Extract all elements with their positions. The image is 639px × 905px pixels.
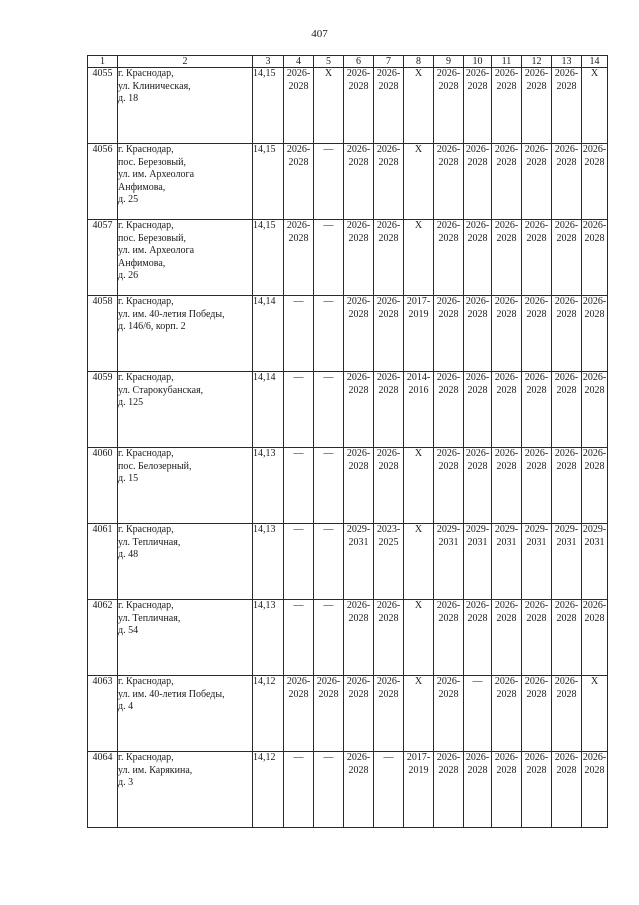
address-cell [118, 524, 253, 600]
row-number: 4062 [88, 600, 118, 676]
value-cell: X [404, 524, 434, 600]
value-cell: X [404, 448, 434, 524]
value-cell: 2026- 2028 [374, 448, 404, 524]
value-cell: 2026- 2028 [492, 68, 522, 144]
value-cell: 2026- 2028 [522, 144, 552, 220]
value-cell: 2026- 2028 [374, 296, 404, 372]
column-header: 6 [344, 56, 374, 68]
value-cell: 2026- 2028 [464, 296, 492, 372]
value-cell: 2017- 2019 [404, 752, 434, 828]
value-cell: 2026- 2028 [552, 296, 582, 372]
row-number: 4058 [88, 296, 118, 372]
value-cell: 2026- 2028 [492, 752, 522, 828]
address-line: г. Краснодар, [118, 220, 174, 231]
value-cell: 2026- 2028 [522, 372, 552, 448]
column-header: 12 [522, 56, 552, 68]
table-row [88, 68, 608, 144]
value-cell: 2026- 2028 [492, 448, 522, 524]
value-cell: 2029- 2031 [344, 524, 374, 600]
register-table [87, 55, 608, 828]
address-line: ул. Тепличная, [118, 536, 181, 548]
value-cell: 2026- 2028 [582, 752, 608, 828]
value-cell: — [314, 296, 344, 372]
table-row [88, 372, 608, 448]
value-cell: — [284, 600, 314, 676]
table-row [88, 752, 608, 828]
value-cell: 2026- 2028 [582, 144, 608, 220]
score-cell: 14,15 [253, 220, 284, 296]
address-line: д. 54 [118, 625, 139, 636]
value-cell: 2026- 2028 [582, 372, 608, 448]
column-header: 11 [492, 56, 522, 68]
value-cell: 2014- 2016 [404, 372, 434, 448]
value-cell: 2026- 2028 [522, 68, 552, 144]
address-line: пос. Березовый, [118, 156, 186, 168]
address-cell [118, 448, 253, 524]
row-number: 4055 [88, 68, 118, 144]
table-header [88, 56, 608, 68]
value-cell: 2029- 2031 [464, 524, 492, 600]
value-cell: 2026- 2028 [434, 676, 464, 752]
address-line: г. Краснодар, [118, 448, 174, 459]
value-cell: 2026- 2028 [464, 220, 492, 296]
table-row [88, 144, 608, 220]
value-cell: 2026- 2028 [374, 220, 404, 296]
address-line: ул. Клиническая, [118, 80, 191, 92]
value-cell: — [284, 524, 314, 600]
value-cell: X [582, 676, 608, 752]
address-line: г. Краснодар, [118, 752, 174, 763]
address-line: ул. им. 40-летия Победы, [118, 688, 225, 700]
address-cell [118, 372, 253, 448]
value-cell: 2026- 2028 [434, 296, 464, 372]
address-line: пос. Березовый, [118, 232, 186, 244]
address-line: д. 25 [118, 194, 139, 205]
score-cell: 14,13 [253, 448, 284, 524]
value-cell: 2026- 2028 [552, 676, 582, 752]
row-number: 4056 [88, 144, 118, 220]
value-cell: 2026- 2028 [374, 144, 404, 220]
value-cell: — [284, 752, 314, 828]
score-cell: 14,13 [253, 524, 284, 600]
column-header: 3 [253, 56, 284, 68]
value-cell: — [374, 752, 404, 828]
address-line: д. 15 [118, 473, 139, 484]
address-line: д. 4 [118, 701, 134, 712]
value-cell: 2026- 2028 [492, 144, 522, 220]
value-cell: 2026- 2028 [434, 448, 464, 524]
table-row [88, 448, 608, 524]
value-cell: 2026- 2028 [552, 600, 582, 676]
value-cell: 2026- 2028 [492, 296, 522, 372]
address-line: г. Краснодар, [118, 524, 174, 535]
address-line: ул. им. Археолога [118, 169, 195, 180]
value-cell: — [314, 144, 344, 220]
address-line: ул. им. 40-летия Победы, [118, 308, 225, 320]
value-cell: 2026- 2028 [284, 676, 314, 752]
value-cell: 2026- 2028 [314, 676, 344, 752]
value-cell: 2026- 2028 [522, 676, 552, 752]
value-cell: 2026- 2028 [464, 372, 492, 448]
value-cell: X [404, 600, 434, 676]
value-cell: 2026- 2028 [522, 752, 552, 828]
value-cell: 2026- 2028 [344, 144, 374, 220]
score-cell: 14,14 [253, 296, 284, 372]
address-line: ул. им. Карякина, [118, 764, 193, 776]
value-cell: 2026- 2028 [344, 676, 374, 752]
value-cell: 2023- 2025 [374, 524, 404, 600]
address-cell [118, 220, 253, 296]
value-cell: X [404, 220, 434, 296]
address-line: ул. Тепличная, [118, 612, 181, 624]
row-number: 4060 [88, 448, 118, 524]
address-line: д. 48 [118, 549, 139, 560]
value-cell: 2026- 2028 [344, 372, 374, 448]
address-line: г. Краснодар, [118, 676, 174, 687]
value-cell: 2026- 2028 [434, 600, 464, 676]
value-cell: 2026- 2028 [492, 600, 522, 676]
value-cell: 2026- 2028 [582, 448, 608, 524]
value-cell: — [284, 448, 314, 524]
score-cell: 14,15 [253, 144, 284, 220]
value-cell: 2026- 2028 [552, 68, 582, 144]
value-cell: 2026- 2028 [492, 676, 522, 752]
value-cell: 2029- 2031 [492, 524, 522, 600]
value-cell: 2026- 2028 [374, 372, 404, 448]
value-cell: 2026- 2028 [552, 144, 582, 220]
value-cell: X [404, 144, 434, 220]
value-cell: — [314, 752, 344, 828]
value-cell: — [314, 220, 344, 296]
row-number: 4059 [88, 372, 118, 448]
value-cell: — [284, 296, 314, 372]
score-cell: 14,14 [253, 372, 284, 448]
value-cell: 2026- 2028 [552, 372, 582, 448]
value-cell: 2017- 2019 [404, 296, 434, 372]
column-header: 1 [88, 56, 118, 68]
table-body [88, 68, 608, 828]
value-cell: 2026- 2028 [284, 68, 314, 144]
page-number: 407 [311, 28, 328, 40]
address-cell [118, 752, 253, 828]
address-line: д. 26 [118, 270, 139, 281]
address-line: Анфимова, [118, 181, 166, 193]
column-header: 9 [434, 56, 464, 68]
value-cell: 2026- 2028 [434, 220, 464, 296]
score-cell: 14,13 [253, 600, 284, 676]
value-cell: 2026- 2028 [552, 752, 582, 828]
address-line: д. 125 [118, 397, 144, 408]
address-line: г. Краснодар, [118, 372, 174, 383]
value-cell: 2026- 2028 [582, 220, 608, 296]
address-line: ул. им. Археолога [118, 245, 195, 256]
value-cell: 2026- 2028 [434, 68, 464, 144]
value-cell: 2026- 2028 [492, 220, 522, 296]
address-line: пос. Белозерный, [118, 460, 192, 472]
value-cell: 2026- 2028 [284, 144, 314, 220]
address-line: д. 3 [118, 777, 134, 788]
row-number: 4063 [88, 676, 118, 752]
value-cell: — [284, 372, 314, 448]
row-number: 4057 [88, 220, 118, 296]
address-line: г. Краснодар, [118, 144, 174, 155]
value-cell: 2026- 2028 [344, 68, 374, 144]
header-row [88, 56, 608, 68]
address-line: д. 18 [118, 93, 139, 104]
value-cell: 2026- 2028 [522, 448, 552, 524]
value-cell: 2026- 2028 [374, 68, 404, 144]
value-cell: 2026- 2028 [344, 600, 374, 676]
value-cell: 2026- 2028 [552, 220, 582, 296]
value-cell: — [314, 600, 344, 676]
value-cell: 2026- 2028 [344, 448, 374, 524]
value-cell: 2026- 2028 [344, 752, 374, 828]
value-cell: 2026- 2028 [464, 752, 492, 828]
value-cell: — [314, 448, 344, 524]
value-cell: X [314, 68, 344, 144]
value-cell: — [314, 372, 344, 448]
column-header: 13 [552, 56, 582, 68]
column-header: 4 [284, 56, 314, 68]
value-cell: 2026- 2028 [374, 600, 404, 676]
column-header: 2 [118, 56, 253, 68]
score-cell: 14,15 [253, 68, 284, 144]
column-header: 7 [374, 56, 404, 68]
value-cell: 2029- 2031 [522, 524, 552, 600]
value-cell: 2026- 2028 [492, 372, 522, 448]
address-cell [118, 144, 253, 220]
value-cell: 2026- 2028 [344, 296, 374, 372]
table-row [88, 220, 608, 296]
address-line: Анфимова, [118, 257, 166, 269]
table-row [88, 296, 608, 372]
value-cell: 2026- 2028 [582, 296, 608, 372]
value-cell: 2029- 2031 [434, 524, 464, 600]
value-cell: 2026- 2028 [464, 144, 492, 220]
value-cell: X [582, 68, 608, 144]
value-cell: 2026- 2028 [434, 752, 464, 828]
address-line: г. Краснодар, [118, 68, 174, 79]
value-cell: — [464, 676, 492, 752]
value-cell: 2029- 2031 [552, 524, 582, 600]
column-header: 14 [582, 56, 608, 68]
value-cell: 2026- 2028 [434, 144, 464, 220]
value-cell: 2026- 2028 [522, 296, 552, 372]
value-cell: 2026- 2028 [464, 600, 492, 676]
value-cell: X [404, 676, 434, 752]
value-cell: 2029- 2031 [582, 524, 608, 600]
value-cell: 2026- 2028 [522, 600, 552, 676]
address-cell [118, 676, 253, 752]
column-header: 10 [464, 56, 492, 68]
value-cell: 2026- 2028 [464, 68, 492, 144]
value-cell: 2026- 2028 [434, 372, 464, 448]
row-number: 4064 [88, 752, 118, 828]
value-cell: X [404, 68, 434, 144]
value-cell: 2026- 2028 [552, 448, 582, 524]
value-cell: 2026- 2028 [464, 448, 492, 524]
value-cell: 2026- 2028 [284, 220, 314, 296]
address-cell [118, 68, 253, 144]
address-line: д. 146/6, корп. 2 [118, 321, 186, 332]
address-cell [118, 600, 253, 676]
value-cell: 2026- 2028 [522, 220, 552, 296]
score-cell: 14,12 [253, 752, 284, 828]
column-header: 5 [314, 56, 344, 68]
value-cell: — [314, 524, 344, 600]
value-cell: 2026- 2028 [344, 220, 374, 296]
value-cell: 2026- 2028 [374, 676, 404, 752]
address-cell [118, 296, 253, 372]
table-row [88, 600, 608, 676]
address-line: г. Краснодар, [118, 296, 174, 307]
column-header: 8 [404, 56, 434, 68]
value-cell: 2026- 2028 [582, 600, 608, 676]
address-line: ул. Старокубанская, [118, 384, 204, 396]
row-number: 4061 [88, 524, 118, 600]
address-line: г. Краснодар, [118, 600, 174, 611]
table-row [88, 676, 608, 752]
score-cell: 14,12 [253, 676, 284, 752]
table-row [88, 524, 608, 600]
